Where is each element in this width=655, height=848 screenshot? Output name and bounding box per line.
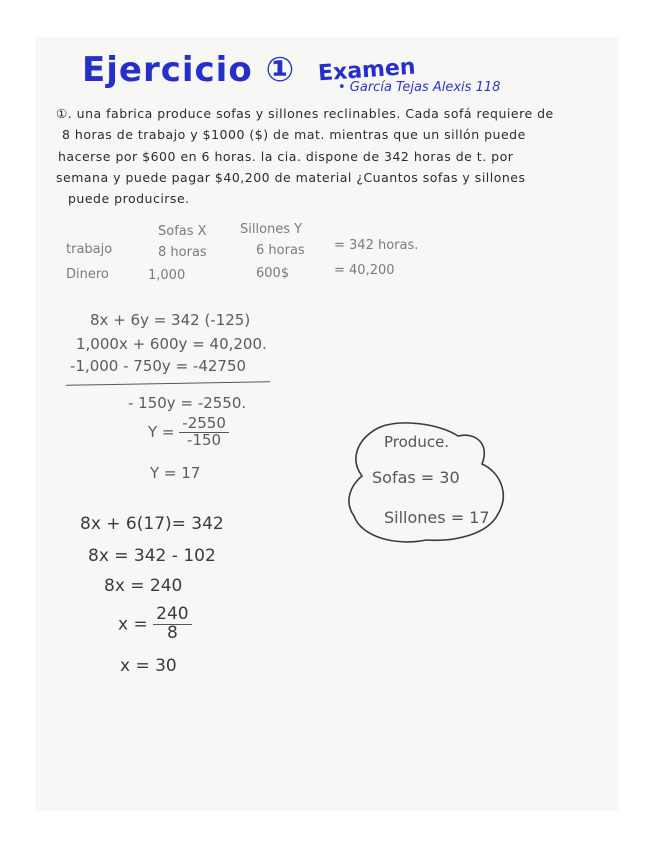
x-lhs: x =: [118, 614, 148, 635]
equation-2: 1,000x + 600y = 40,200.: [76, 335, 267, 353]
x-numerator: 240: [153, 606, 191, 625]
x-fraction: [118, 606, 192, 643]
answer-sillones: Sillones = 17: [384, 508, 490, 527]
equation-result: - 150y = -2550.: [128, 394, 247, 412]
problem-line: 8 horas de trabajo y $1000 ($) de mat. mientras que un sillón puede: [62, 127, 526, 142]
y-fraction: [148, 416, 229, 449]
substitution-1: 8x + 6(17)= 342: [80, 514, 224, 534]
cell-trabajo-sillones: 6 horas: [256, 243, 305, 258]
y-numerator: -2550: [179, 416, 229, 433]
answer-sofas: Sofas = 30: [372, 468, 460, 487]
y-result: Y = 17: [150, 464, 201, 482]
exam-label: Examen: [317, 54, 417, 87]
problem-line: puede producirse.: [68, 191, 190, 206]
answer-title: Produce.: [384, 433, 450, 451]
cell-dinero-sillones: 600$: [256, 266, 290, 281]
x-fraction-value: [153, 606, 191, 643]
y-lhs: Y =: [148, 422, 175, 441]
problem-line: semana y puede pagar $40,200 de material ¿Cuantos sofas y sillones: [56, 170, 526, 185]
row-label-trabajo: trabajo: [66, 242, 113, 257]
table-header-sofas: Sofas X: [158, 224, 207, 239]
substitution-2: 8x = 342 - 102: [88, 546, 216, 566]
equation-1: 8x + 6y = 342 (-125): [90, 311, 251, 329]
cell-dinero-sofas: 1,000: [148, 268, 186, 283]
cell-trabajo-total: = 342 horas.: [334, 238, 419, 253]
problem-line: ①. una fabrica produce sofas y sillones reclinables. Cada sofá requiere de: [56, 106, 554, 121]
y-denominator: -150: [187, 430, 222, 449]
y-fraction-value: [179, 416, 229, 449]
problem-line: hacerse por $600 en 6 horas. la cia. dispone de 342 horas de t. por: [58, 149, 514, 164]
cell-trabajo-sofas: 8 horas: [158, 245, 207, 260]
row-label-dinero: Dinero: [66, 267, 109, 282]
substitution-3: 8x = 240: [104, 576, 183, 596]
author-name: • García Tejas Alexis 118: [338, 80, 501, 95]
x-result: x = 30: [120, 656, 177, 676]
table-header-sillones: Sillones Y: [240, 222, 303, 237]
page-title: Ejercicio ①: [82, 50, 296, 90]
cell-dinero-total: = 40,200: [334, 263, 395, 278]
x-denominator: 8: [166, 622, 178, 643]
equation-3: -1,000 - 750y = -42750: [70, 357, 247, 375]
